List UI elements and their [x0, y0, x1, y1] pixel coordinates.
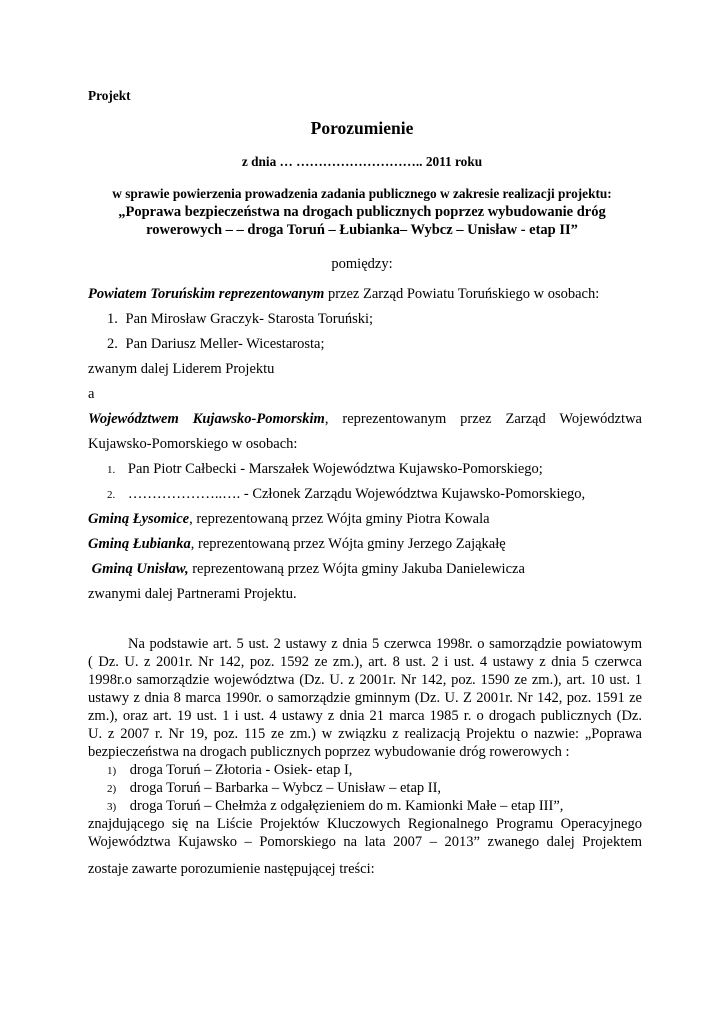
powiat-representation: przez Zarząd Powiatu Toruńskiego w osobach:	[324, 286, 600, 302]
document-title: Porozumienie	[310, 118, 414, 138]
gmina-name: Gminą Unisław,	[88, 561, 189, 577]
date-line: z dnia … ……………………….. 2011 roku	[241, 154, 483, 169]
list-number: 2.	[107, 336, 118, 352]
subject-line-1: w sprawie powierzenia prowadzenia zadania publicznego w zakresie realizacji projektu:	[112, 186, 612, 201]
road-item-3	[107, 797, 563, 816]
list-number: 3)	[107, 801, 117, 813]
paragraph-line: U. z 2007 r. Nr 19, poz. 115 ze zm.) w związku z realizacją Projektu o nazwie: „Poprawa	[88, 726, 642, 742]
road-text: droga Toruń – Barbarka – Wybcz – Unisław – etap II,	[129, 780, 442, 796]
list-number: 1)	[107, 765, 117, 777]
road-item-1	[107, 761, 352, 780]
subject-line-2: „Poprawa bezpieczeństwa na drogach publicznych poprzez wybudowanie dróg	[118, 204, 606, 220]
and-label: a	[88, 386, 95, 402]
woj-name: Województwem Kujawsko-Pomorskim	[88, 411, 325, 427]
lider-label: zwanym dalej Liderem Projektu	[88, 361, 275, 377]
legal-basis-paragraph	[88, 635, 642, 761]
gmina-name: Gminą Łubianka	[88, 536, 191, 552]
road-text: droga Toruń – Chełmża z odgałęzieniem do m. Kamionki Małe – etap III”,	[129, 798, 564, 814]
paragraph-line: ( Dz. U. z 2001r. Nr 142, poz. 1592 ze zm.), art. 8 ust. 2 i ust. 4 ustawy z dnia 5 czerwca	[88, 654, 642, 670]
gmina-representation: , reprezentowaną przez Wójta gminy Jerzego Zająkałę	[190, 536, 506, 552]
powiat-person-2	[107, 335, 324, 353]
powiat-person-1	[107, 310, 373, 328]
list-number: 1.	[107, 311, 118, 327]
woj-person-2	[107, 485, 585, 504]
person-text: Pan Mirosław Graczyk- Starosta Toruński;	[125, 311, 374, 327]
after-roads-paragraph	[88, 815, 642, 851]
woj-party-line-2: Kujawsko-Pomorskiego w osobach:	[88, 436, 298, 452]
paragraph-line: 1998r.o samorządzie województwa (Dz. U. z 2001r. Nr 142, poz. 1590 ze zm.), art. 10 ust. 1	[88, 672, 642, 688]
powiat-name: Powiatem Toruńskim reprezentowanym	[88, 286, 325, 302]
partners-label: zwanymi dalej Partnerami Projektu.	[88, 586, 297, 602]
woj-person-1	[107, 460, 543, 479]
woj-representation: , reprezentowanym przez Zarząd Województwa	[324, 411, 642, 427]
person-text: Pan Piotr Całbecki - Marszałek Województwa Kujawsko-Pomorskiego;	[127, 461, 543, 477]
gmina-representation: , reprezentowaną przez Wójta gminy Piotra Kowala	[189, 511, 490, 527]
list-number: 1.	[107, 464, 116, 476]
road-text: droga Toruń – Złotoria - Osiek- etap I,	[129, 762, 353, 778]
paragraph-line: znajdującego się na Liście Projektów Kluczowych Regionalnego Programu Operacyjnego	[88, 816, 642, 832]
gmina-lubianka	[88, 535, 506, 553]
between-label: pomiędzy:	[331, 256, 393, 272]
gmina-unislaw	[88, 560, 525, 578]
gmina-name: Gminą Łysomice	[88, 511, 190, 527]
powiat-party	[88, 285, 599, 303]
list-number: 2)	[107, 783, 117, 795]
gmina-representation: reprezentowaną przez Wójta gminy Jakuba Danielewicza	[188, 561, 525, 577]
subject-line-3: rowerowych – – droga Toruń – Łubianka– Wybcz – Unisław - etap II”	[146, 222, 578, 238]
projekt-label: Projekt	[88, 88, 131, 103]
person-text: ………………..…. - Członek Zarządu Województwa Kujawsko-Pomorskiego,	[127, 486, 586, 502]
paragraph-line: bezpieczeństwa na drogach publicznych poprzez wybudowanie dróg rowerowych :	[88, 744, 570, 760]
paragraph-line: Na podstawie art. 5 ust. 2 ustawy z dnia 5 czerwca 1998r. o samorządzie powiatowym	[128, 636, 642, 652]
woj-justified-line	[88, 410, 642, 428]
list-number: 2.	[107, 489, 116, 501]
person-text: Pan Dariusz Meller- Wicestarosta;	[125, 336, 325, 352]
paragraph-line: ustawy z dnia 8 marca 1990r. o samorządzie gminnym (Dz. U. Z 2001r. Nr 142, poz. 1591 ze	[88, 690, 642, 706]
paragraph-line: zm.), oraz art. 19 ust. 1 i ust. 4 ustawy z dnia 21 marca 1985 r. o drogach publicznych (Dz.	[88, 708, 642, 724]
woj-party-line-1	[88, 410, 642, 428]
closing-line: zostaje zawarte porozumienie następującej treści:	[88, 861, 375, 877]
road-item-2	[107, 779, 441, 798]
gmina-lysomice	[88, 510, 490, 528]
paragraph-line: Województwa Kujawsko – Pomorskiego na lata 2007 – 2013” zwanego dalej Projektem	[88, 834, 642, 850]
